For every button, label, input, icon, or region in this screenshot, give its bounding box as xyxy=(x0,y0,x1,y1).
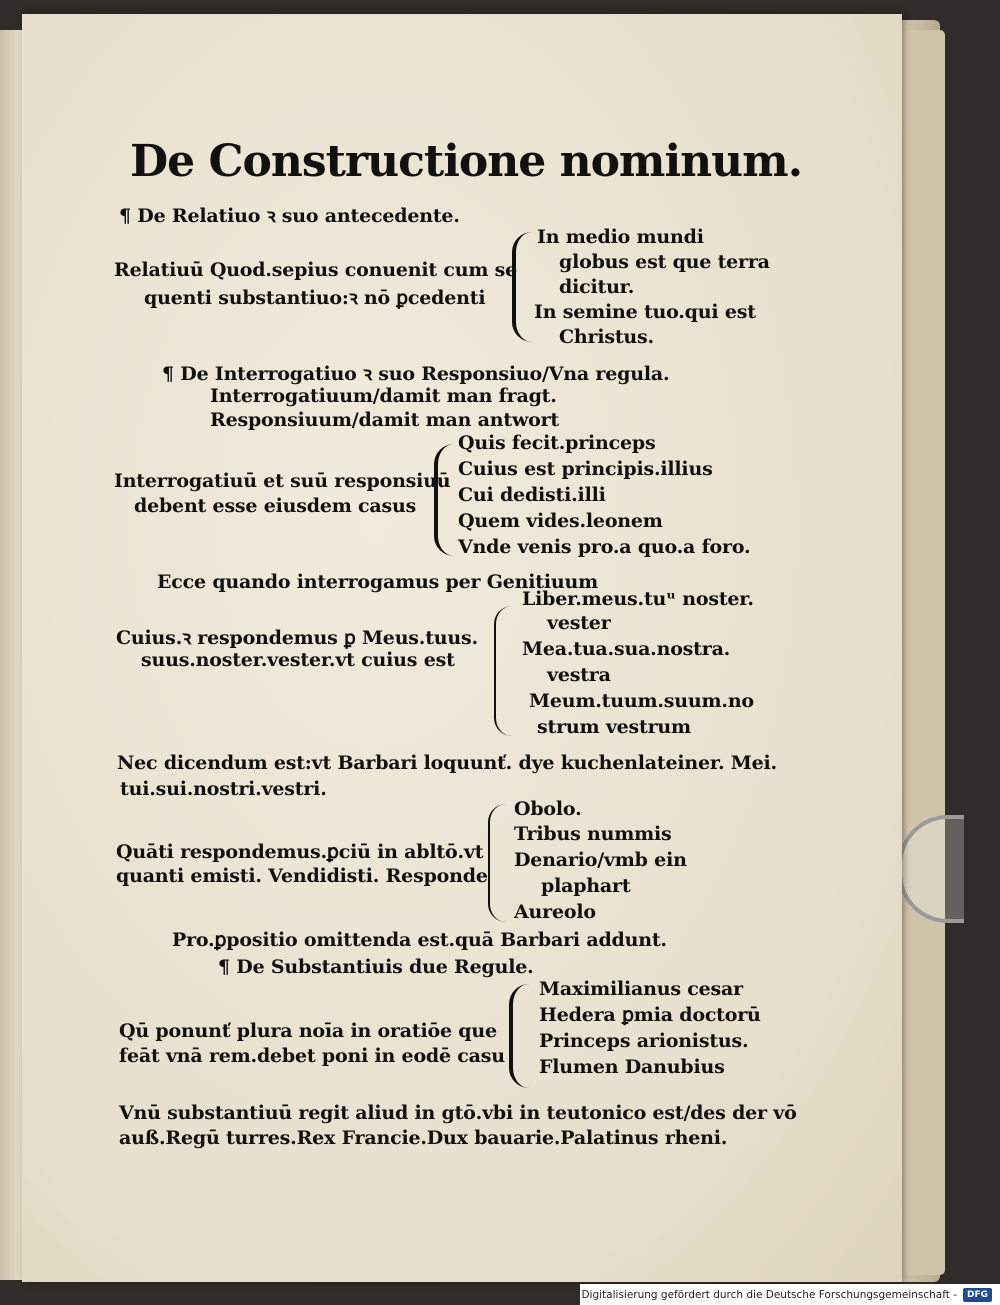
example-text: Princeps arionistus. xyxy=(539,1030,749,1052)
example-text: vestra xyxy=(547,664,611,686)
example-text: Maximilianus cesar xyxy=(539,978,743,1000)
book-page xyxy=(22,14,902,1282)
left-page-edge xyxy=(0,30,22,1280)
definition-text: Responsiuum/damit man antwort xyxy=(210,409,560,431)
note-text: tui.sui.nostri.vestri. xyxy=(120,778,327,800)
section-heading: ¶ De Relatiuo ꝛ suo antecedente. xyxy=(119,205,460,227)
rule-text: suus.noster.vester.vt cuius est xyxy=(141,649,455,671)
example-text: Aureolo xyxy=(514,901,596,923)
example-text: In medio mundi xyxy=(537,226,704,248)
brace xyxy=(512,232,532,342)
example-text: Hedera ꝑmia doctorū xyxy=(539,1004,761,1026)
example-text: Vnde venis pro.a quo.a foro. xyxy=(458,536,751,558)
rule-text: Qū ponunť plura noīa in oratiōe que xyxy=(119,1020,497,1042)
intro-text: Ecce quando interrogamus per Genitiuum xyxy=(157,571,599,593)
example-text: Flumen Danubius xyxy=(539,1056,725,1078)
rule-text: quenti substantiuo:ꝛ nō ꝑcedenti xyxy=(144,287,486,309)
example-text: Liber.meus.tuᵘ noster. xyxy=(522,588,754,610)
rule-text: debent esse eiusdem casus xyxy=(134,495,417,517)
example-text: Cui dedisti.illi xyxy=(458,484,606,506)
example-text: Quem vides.leonem xyxy=(458,510,663,532)
rule-text: Cuius.ꝛ respondemus ꝑ Meus.tuus. xyxy=(116,627,478,649)
page-stack-edge-inner xyxy=(900,30,945,1275)
example-text: In semine tuo.qui est xyxy=(534,301,756,323)
rule-text: Relatiuū Quod.sepius conuenit cum se xyxy=(114,259,518,281)
example-text: strum vestrum xyxy=(537,716,691,738)
page-title: De Constructione nominum. xyxy=(130,136,803,187)
digitization-credit xyxy=(580,1284,1000,1305)
section-heading: ¶ De Substantiuis due Regule. xyxy=(218,956,534,978)
example-text: Christus. xyxy=(559,326,654,348)
note-text: Pro.ꝑpositio omittenda est.quā Barbari addunt. xyxy=(172,929,667,951)
section-heading: ¶ De Interrogatiuo ꝛ suo Responsiuo/Vna regula. xyxy=(162,363,670,385)
example-text: vester xyxy=(547,612,611,634)
example-text: plaphart xyxy=(541,875,631,897)
brace xyxy=(509,984,529,1088)
rule-text: Interrogatiuū et suū responsiuū xyxy=(114,470,451,492)
brace xyxy=(434,444,454,556)
rule-text: Quāti respondemus.ꝑciū in abltō.vt xyxy=(116,841,484,863)
rule-text: feāt vnā rem.debet poni in eodē casu xyxy=(119,1045,505,1067)
brace xyxy=(494,606,512,736)
dfg-logo: DFG xyxy=(963,1288,992,1302)
example-text: Obolo. xyxy=(514,798,582,820)
example-text: Quis fecit.princeps xyxy=(458,432,656,454)
rule-text: quanti emisti. Vendidisti. Responde xyxy=(116,865,488,887)
credit-text: Digitalisierung gefördert durch die Deutsche Forschungsgemeinschaft - xyxy=(581,1288,957,1301)
example-text: dicitur. xyxy=(559,276,635,298)
example-text: Denario/vmb ein xyxy=(514,849,687,871)
rule-text: Vnū substantiuū regit aliud in gtō.vbi in teutonico est/des der vō xyxy=(119,1102,797,1124)
example-text: Meum.tuum.suum.no xyxy=(529,690,754,712)
example-text: Cuius est principis.illius xyxy=(458,458,713,480)
definition-text: Interrogatiuum/damit man fragt. xyxy=(210,385,557,407)
note-text: Nec dicendum est:vt Barbari loquunť. dye kuchenlateiner. Mei. xyxy=(117,752,777,774)
brace xyxy=(488,804,506,922)
rule-text: auß.Regū turres.Rex Francie.Dux bauarie.Palatinus rheni. xyxy=(119,1127,728,1149)
example-text: Tribus nummis xyxy=(514,823,672,845)
example-text: globus est que terra xyxy=(559,251,770,273)
example-text: Mea.tua.sua.nostra. xyxy=(522,638,731,660)
